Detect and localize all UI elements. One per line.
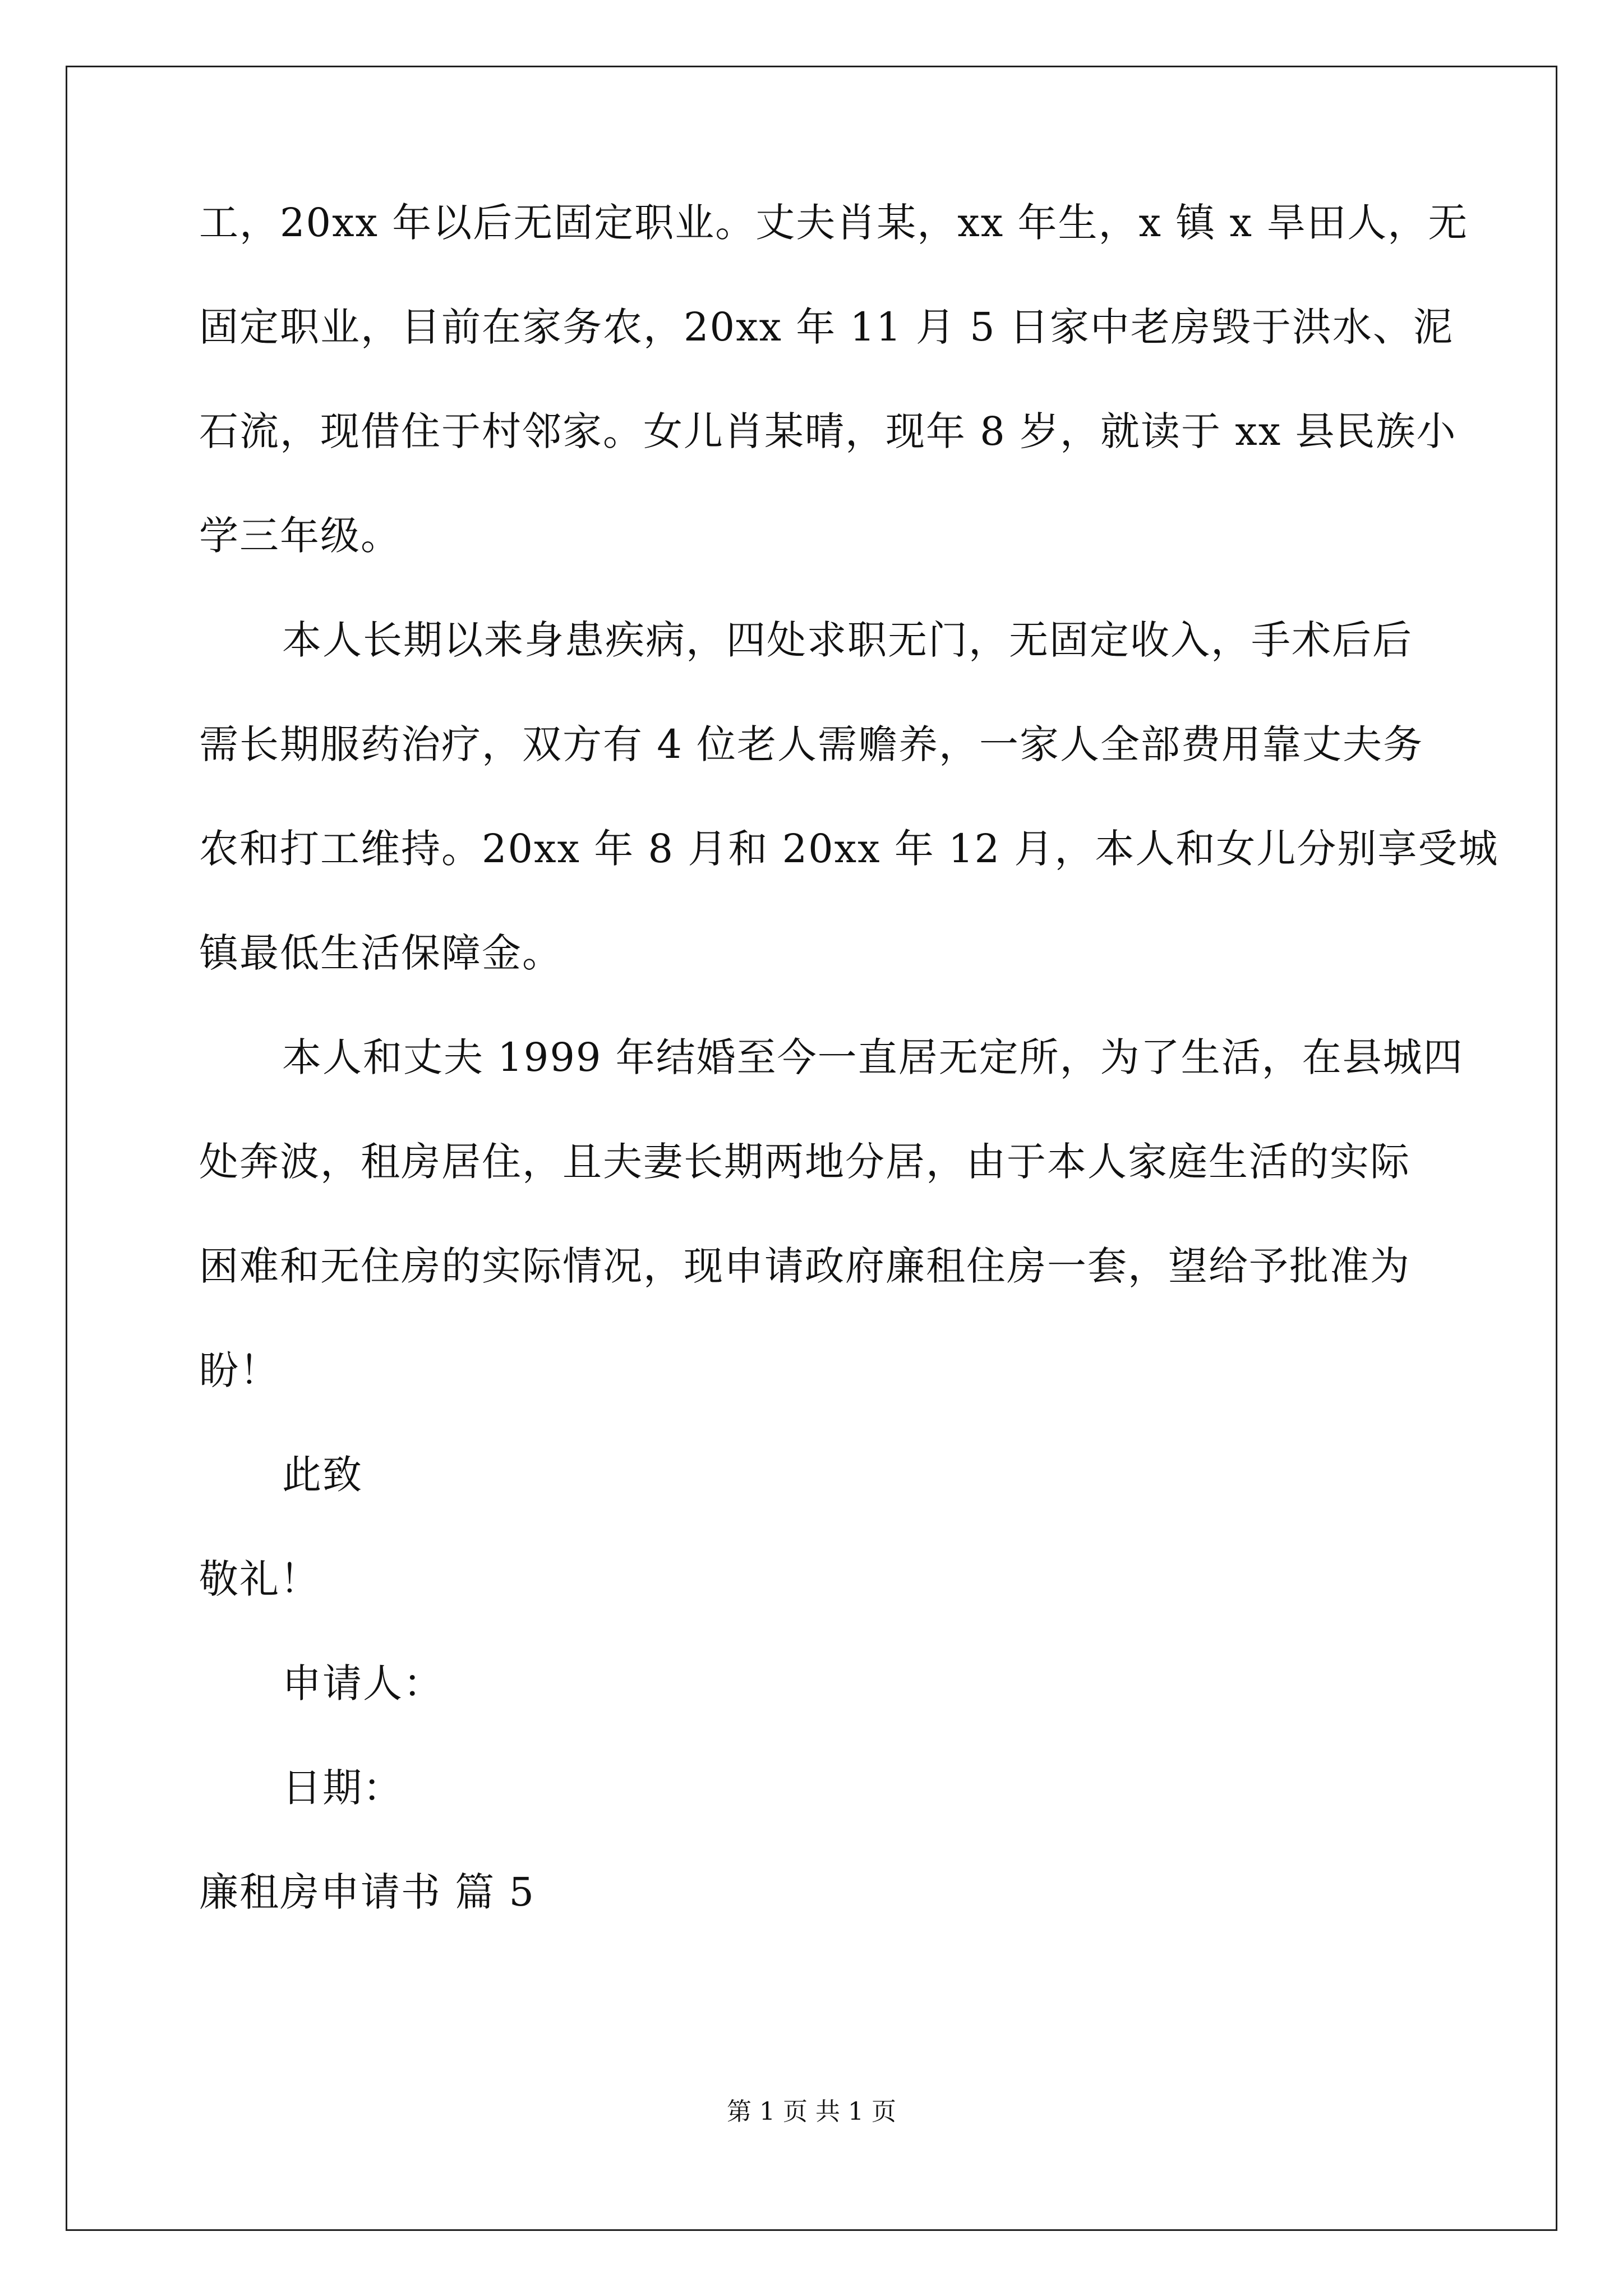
page-footer: 第 1 页 共 1 页	[727, 2097, 896, 2126]
paragraph-line: 学三年级。	[199, 513, 401, 559]
paragraph-line: 镇最低生活保障金。	[199, 930, 562, 976]
paragraph-line: 本人长期以来身患疾病，四处求职无门，无固定收入，手术后后	[282, 617, 1413, 663]
applicant-label: 申请人：	[282, 1660, 444, 1706]
paragraph-line: 工，20xx 年以后无固定职业。丈夫肖某，xx 年生，x 镇 x 旱田人，无	[199, 200, 1469, 246]
paragraph-line: 困难和无住房的实际情况，现申请政府廉租住房一套，望给予批准为	[199, 1243, 1410, 1289]
paragraph-line: 石流，现借住于村邻家。女儿肖某晴，现年 8 岁，就读于 xx 县民族小	[199, 408, 1457, 454]
closing-line: 敬礼！	[199, 1556, 320, 1602]
date-label: 日期：	[282, 1765, 403, 1811]
section-heading: 廉租房申请书 篇 5	[199, 1869, 536, 1915]
salutation-line: 此致	[282, 1452, 363, 1498]
paragraph-line: 固定职业，目前在家务农，20xx 年 11 月 5 日家中老房毁于洪水、泥	[199, 304, 1454, 350]
document-body	[199, 196, 1499, 1970]
paragraph-line: 处奔波，租房居住，且夫妻长期两地分居，由于本人家庭生活的实际	[199, 1139, 1410, 1185]
paragraph-line: 农和打工维持。20xx 年 8 月和 20xx 年 12 月，本人和女儿分别享受城	[199, 826, 1499, 872]
paragraph-line: 本人和丈夫 1999 年结婚至今一直居无定所，为了生活，在县城四	[282, 1034, 1464, 1080]
paragraph-line: 需长期服药治疗，双方有 4 位老人需赡养，一家人全部费用靠丈夫务	[199, 721, 1424, 767]
paragraph-line: 盼！	[199, 1347, 280, 1393]
